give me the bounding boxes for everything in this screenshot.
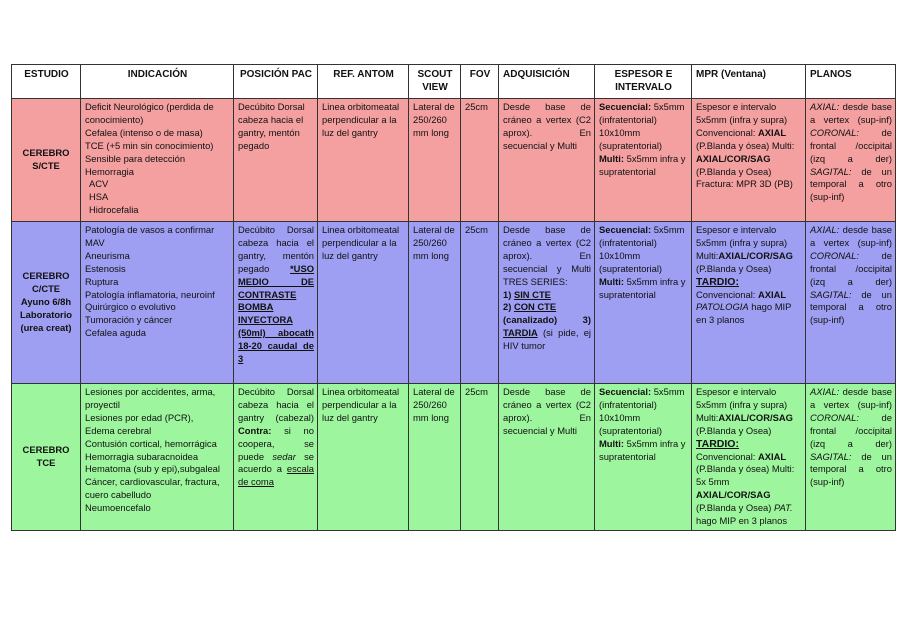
mpr-window: Espesor e intervalo 5x5mm (infra y supra) Convencional: AXIAL (P.Blanda y ósea) Multi: AXIAL/COR/SAG (P.Blanda y Osea) Fractura: MPR 3D (PB) [692, 99, 806, 222]
thickness-interval: Secuencial: 5x5mm (infratentorial) 10x10mm (supratentorial) Multi: 5x5mm infra y supratentorial [595, 384, 692, 531]
anatomical-reference: Linea orbitomeatal perpendicular a la luz del gantry [318, 222, 409, 384]
header-espesor: ESPESOR E INTERVALO [595, 65, 692, 99]
header-row [12, 65, 896, 99]
fov: 25cm [461, 222, 499, 384]
table-row [12, 99, 896, 222]
anatomical-reference: Linea orbitomeatal perpendicular a la luz del gantry [318, 99, 409, 222]
patient-position: Decúbito Dorsal cabeza hacia el gantry, mentón pegado [234, 99, 318, 222]
header-scout-view: SCOUT VIEW [409, 65, 461, 99]
header-fov: FOV [461, 65, 499, 99]
study-name: CEREBRO TCE [12, 384, 81, 531]
scout-view: Lateral de 250/260 mm long [409, 384, 461, 531]
fov: 25cm [461, 384, 499, 531]
acquisition: Desde base de cráneo a vertex (C2 aprox). En secuencial y Multi [499, 384, 595, 531]
scout-view: Lateral de 250/260 mm long [409, 99, 461, 222]
study-name: CEREBRO S/CTE [12, 99, 81, 222]
mpr-window: Espesor e intervalo 5x5mm (infra y supra) Multi:AXIAL/COR/SAG (P.Blanda y Osea) TARDIO: Convencional: AXIAL (P.Blanda y ósea) Multi: 5x 5mm AXIAL/COR/SAG (P.Blanda y Osea) PAT. hago MIP en 3 planos [692, 384, 806, 531]
indication-list: Patología de vasos a confirmar MAV Aneurisma Estenosis Ruptura Patología inflamatoria, neuroinf Quirúrgico o evolutivo Tumoración y cáncer Cefalea aguda [81, 222, 234, 384]
patient-position: Decúbito Dorsal cabeza hacia el gantry (cabezal) Contra: si no coopera, se puede sedar se acuerdo a escala de coma [234, 384, 318, 531]
planes: AXIAL: desde base a vertex (sup-inf) CORONAL: de frontal /occipital (izq a der) SAGITAL: de un temporal a otro (sup-inf) [806, 222, 896, 384]
mpr-window: Espesor e intervalo 5x5mm (infra y supra) Multi:AXIAL/COR/SAG (P.Blanda y Osea) TARDIO: Convencional: AXIAL PATOLOGIA hago MIP en 3 planos [692, 222, 806, 384]
scout-view: Lateral de 250/260 mm long [409, 222, 461, 384]
patient-position: Decúbito Dorsal cabeza hacia el gantry, mentón pegado *USO MEDIO DE CONTRASTE BOMBA INYECTORA (50ml) abocath 18-20 caudal de 3 [234, 222, 318, 384]
indication-list: Lesiones por accidentes, arma, proyectil Lesiones por edad (PCR), Edema cerebral Contusión cortical, hemorrágica Hemorragia subaracnoidea Hematoma (sub y epi),subgaleal Cáncer, cardiovascular, fractura, cuero cabelludo Neumoencefalo [81, 384, 234, 531]
header-mpr: MPR (Ventana) [692, 65, 806, 99]
planes: AXIAL: desde base a vertex (sup-inf) CORONAL: de frontal /occipital (izq a der) SAGITAL: de un temporal a otro (sup-inf) [806, 99, 896, 222]
indication-list: Deficit Neurológico (perdida de conocimiento) Cefalea (intenso o de masa) TCE (+5 min sin conocimiento) Sensible para detección Hemorragia ACV HSA Hidrocefalia [81, 99, 234, 222]
planes: AXIAL: desde base a vertex (sup-inf) CORONAL: de frontal /occipital (izq a der) SAGITAL: de un temporal a otro (sup-inf) [806, 384, 896, 531]
anatomical-reference: Linea orbitomeatal perpendicular a la luz del gantry [318, 384, 409, 531]
acquisition: Desde base de cráneo a vertex (C2 aprox). En secuencial y Multi [499, 99, 595, 222]
protocol-table [11, 64, 896, 531]
thickness-interval: Secuencial: 5x5mm (infratentorial) 10x10mm (supratentorial) Multi: 5x5mm infra y supratentorial [595, 222, 692, 384]
table-row [12, 222, 896, 384]
study-name: CEREBRO C/CTE Ayuno 6/8h Laboratorio (urea creat) [12, 222, 81, 384]
header-adquisicion: ADQUISICIÓN [499, 65, 595, 99]
header-estudio: ESTUDIO [12, 65, 81, 99]
acquisition: Desde base de cráneo a vertex (C2 aprox). En secuencial y Multi TRES SERIES: 1) SIN CTE 2) CON CTE (canalizado) 3) TARDIA (si pide, ej HIV tumor [499, 222, 595, 384]
header-planos: PLANOS [806, 65, 896, 99]
thickness-interval: Secuencial: 5x5mm (infratentorial) 10x10mm (supratentorial) Multi: 5x5mm infra y supratentorial [595, 99, 692, 222]
header-ref-antom: REF. ANTOM [318, 65, 409, 99]
fov: 25cm [461, 99, 499, 222]
header-posicion: POSICIÓN PAC [234, 65, 318, 99]
table-row [12, 384, 896, 531]
header-indicacion: INDICACIÓN [81, 65, 234, 99]
